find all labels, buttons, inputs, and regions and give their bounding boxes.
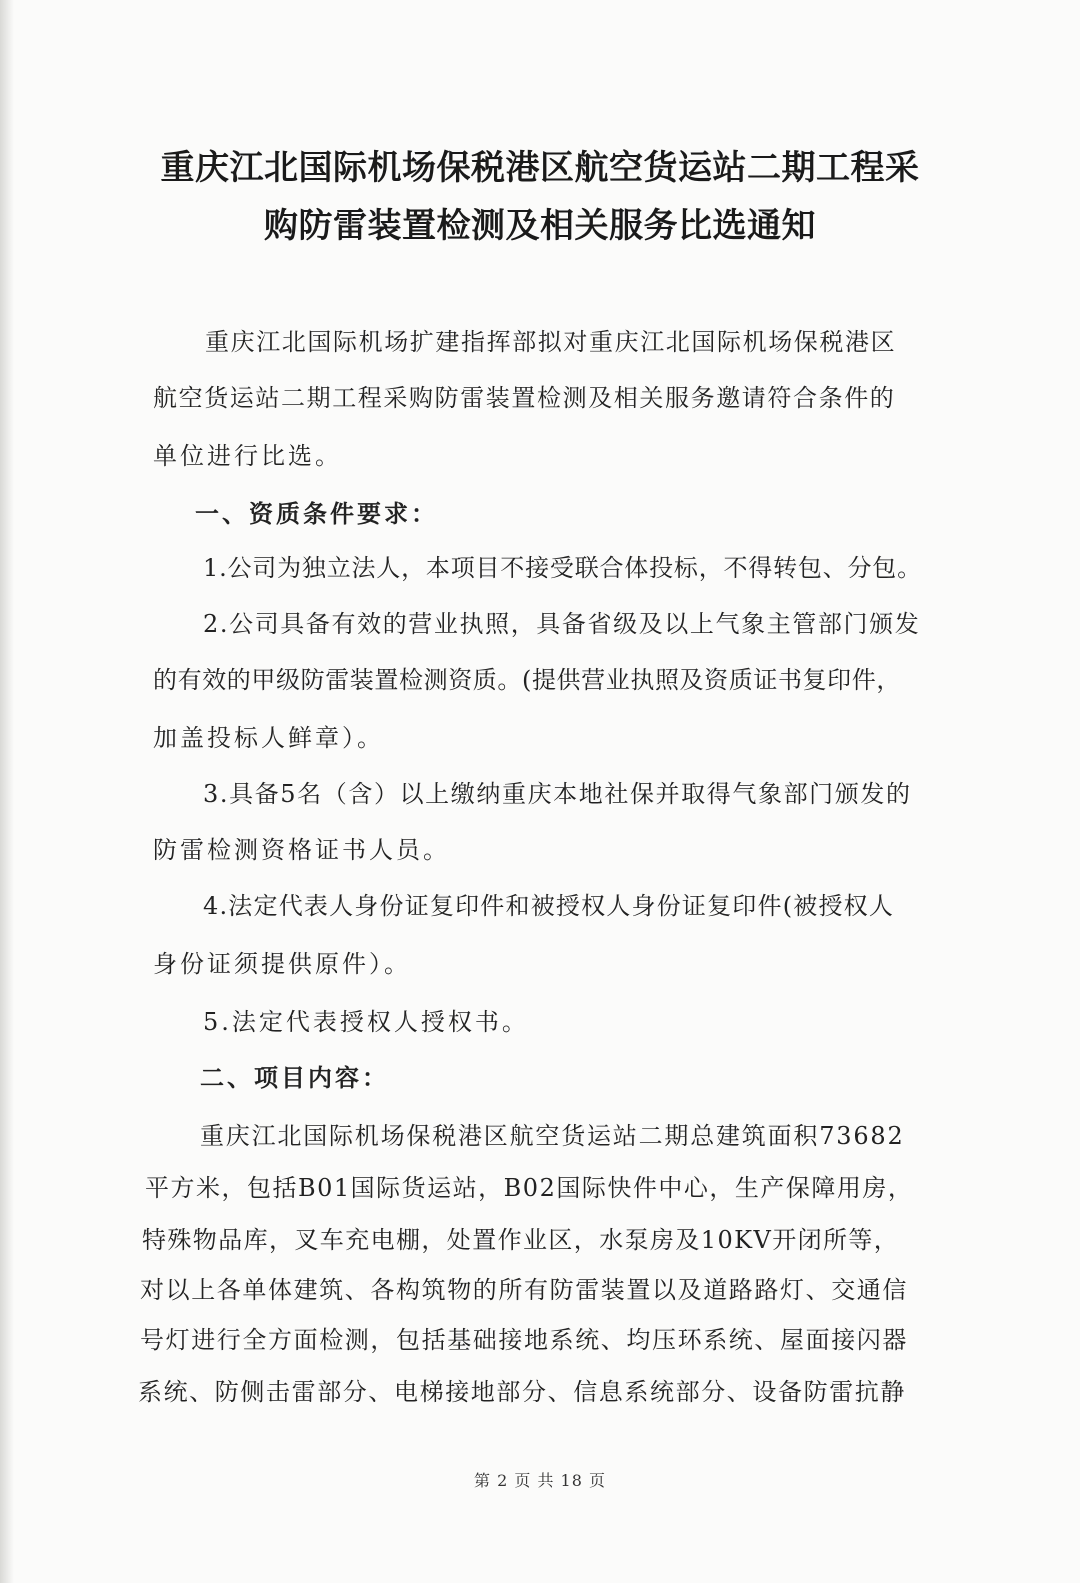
section2-body-line-6: 系统、防侧击雷部分、电梯接地部分、信息系统部分、设备防雷抗静	[138, 1378, 906, 1406]
section2-heading: 二、项目内容：	[200, 1063, 389, 1092]
section1-item2-line-1: 2.公司具备有效的营业执照，具备省级及以上气象主管部门颁发	[203, 610, 921, 638]
section1-item4-line-1: 4.法定代表人身份证复印件和被授权人身份证复印件(被授权人	[203, 892, 895, 920]
intro-line-1: 重庆江北国际机场扩建指挥部拟对重庆江北国际机场保税港区	[205, 328, 897, 356]
section1-item4-line-2: 身份证须提供原件）。	[153, 950, 411, 978]
section2-body-line-3: 特殊物品库，叉车充电棚，处置作业区，水泵房及10KV开闭所等，	[142, 1226, 900, 1254]
document-title-line-1: 重庆江北国际机场保税港区航空货运站二期工程采	[160, 148, 920, 188]
section1-item5-line-1: 5.法定代表授权人授权书。	[203, 1008, 529, 1036]
page-number: 第 2 页 共 18 页	[474, 1471, 606, 1490]
intro-line-2: 航空货运站二期工程采购防雷装置检测及相关服务邀请符合条件的	[153, 384, 896, 412]
section2-body-line-4: 对以上各单体建筑、各构筑物的所有防雷装置以及道路路灯、交通信	[140, 1276, 908, 1304]
intro-line-3: 单位进行比选。	[153, 442, 342, 470]
section1-item3-line-1: 3.具备5名（含）以上缴纳重庆本地社保并取得气象部门颁发的	[203, 780, 912, 808]
page-footer	[0, 1468, 1080, 1491]
document-title-line-2: 购防雷装置检测及相关服务比选通知	[264, 206, 816, 246]
section1-heading: 一、资质条件要求：	[195, 499, 438, 528]
section1-item1-line-1: 1.公司为独立法人，本项目不接受联合体投标，不得转包、分包。	[203, 554, 922, 582]
section2-body-line-5: 号灯进行全方面检测，包括基础接地系统、均压环系统、屋面接闪器	[140, 1326, 908, 1354]
section2-body-line-2: 平方米，包括B01国际货运站，B02国际快件中心，生产保障用房，	[145, 1174, 914, 1202]
section1-item3-line-2: 防雷检测资格证书人员。	[153, 836, 450, 864]
section1-item2-line-2: 的有效的甲级防雷装置检测资质。(提供营业执照及资质证书复印件，	[153, 666, 901, 694]
section2-body-line-1: 重庆江北国际机场保税港区航空货运站二期总建筑面积73682	[200, 1122, 905, 1150]
section1-item2-line-3: 加盖投标人鲜章）。	[153, 724, 384, 752]
